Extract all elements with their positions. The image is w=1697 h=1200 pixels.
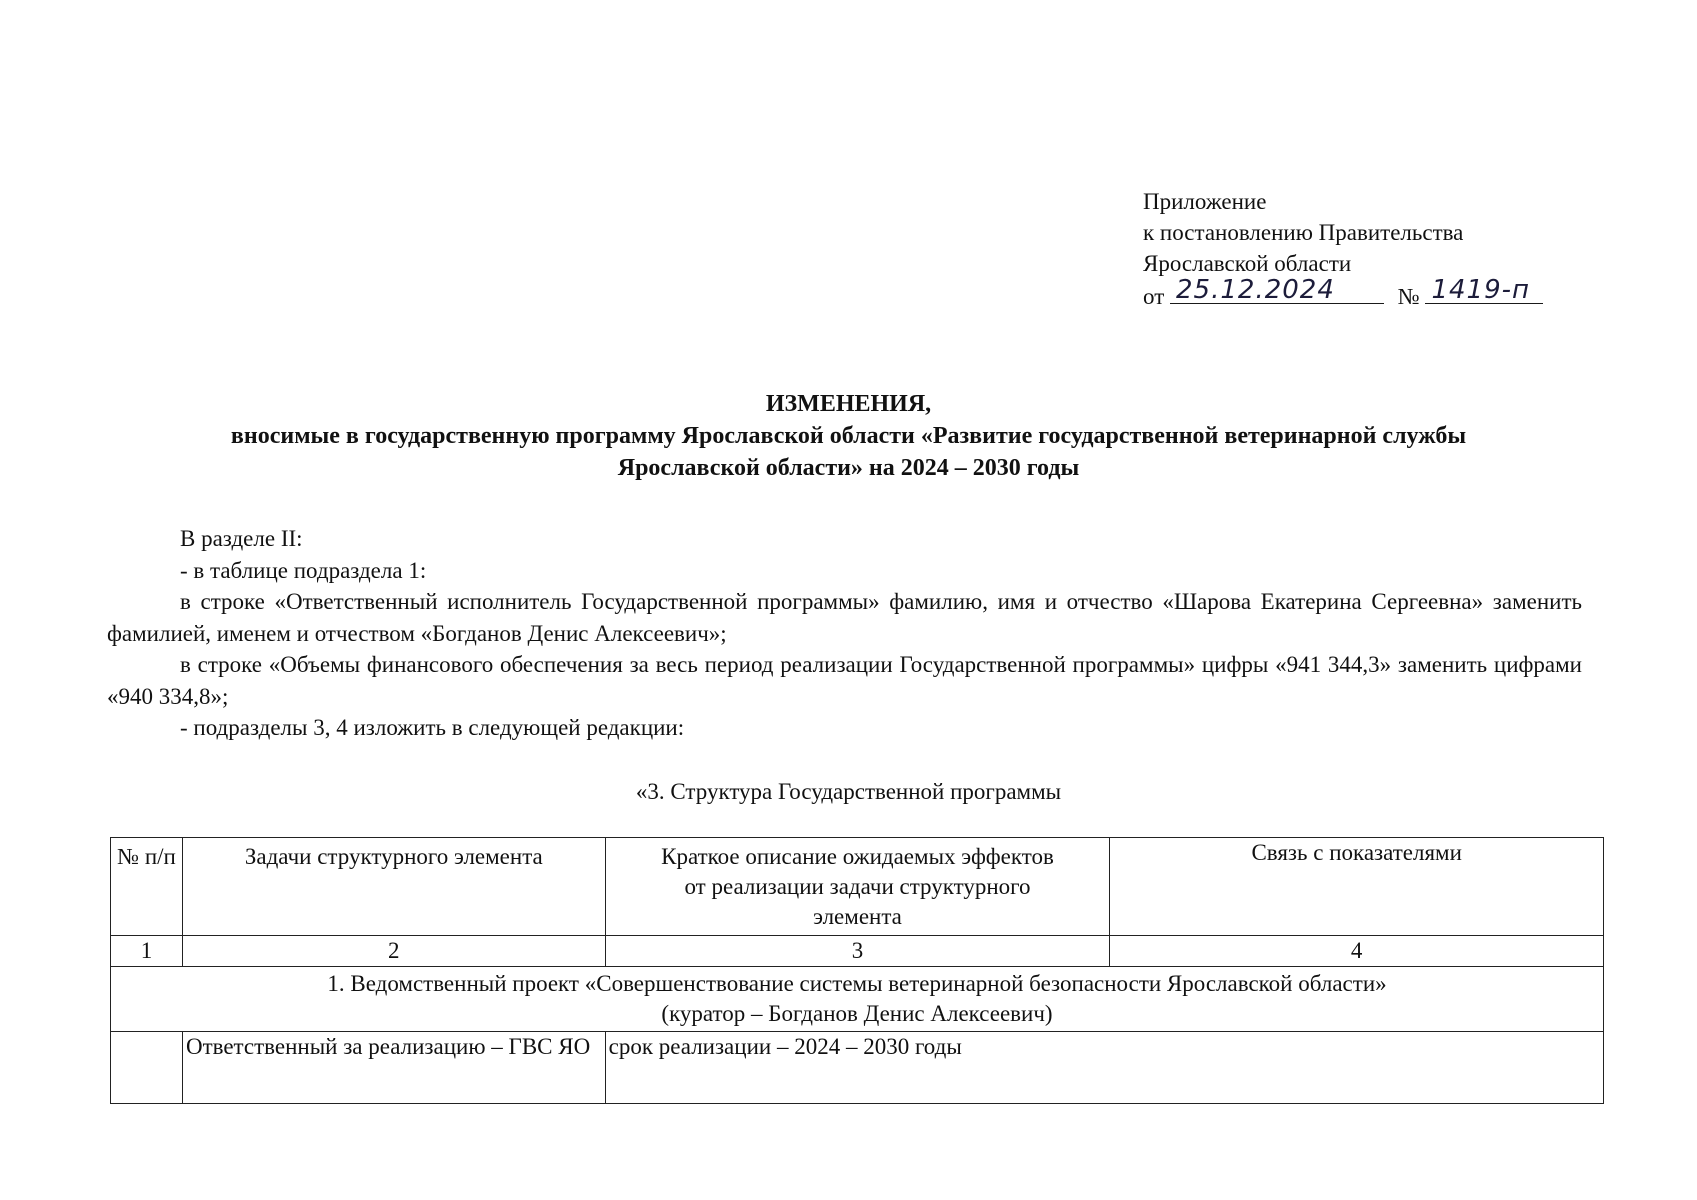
table-header-row — [111, 838, 1604, 936]
project-curator: (куратор – Богданов Денис Алексеевич) — [661, 1001, 1053, 1026]
header-tasks: Задачи структурного элемента — [182, 838, 605, 936]
table-row — [111, 1032, 1604, 1104]
document-subtitle-line-1: вносимые в государственную программу Ярославской области «Развитие государственной ветеринарной службы — [230, 423, 1467, 449]
paragraph-responsible: в строке «Ответственный исполнитель Государственной программы» фамилию, имя и отчество «Шарова Екатерина Сергеевна» заменить фамилией, именем и отчеством «Богданов Денис Алексеевич»; — [107, 589, 1582, 646]
paragraph-finance: в строке «Объемы финансового обеспечения за весь период реализации Государственной программы» цифры «941 344,3» заменить цифрами «940 334,8»; — [107, 652, 1582, 709]
col-number-2: 2 — [182, 936, 605, 967]
row-period-cell: срок реализации – 2024 – 2030 годы — [605, 1032, 1603, 1104]
appendix-date-row — [1143, 275, 1543, 312]
col-number-3: 3 — [605, 936, 1110, 967]
appendix-line-1: Приложение — [1143, 189, 1267, 214]
paragraph-subsections: - подразделы 3, 4 изложить в следующей редакции: — [180, 715, 685, 740]
document-title: ИЗМЕНЕНИЯ, — [765, 391, 932, 417]
appendix-line-3: Ярославской области — [1143, 251, 1352, 276]
date-field — [1170, 275, 1384, 305]
project-title: 1. Ведомственный проект «Совершенствование системы ветеринарной безопасности Ярославской области» — [327, 971, 1387, 996]
section-title: «3. Структура Государственной программы — [635, 779, 1062, 804]
body-text — [107, 523, 1582, 744]
row-number-cell — [111, 1032, 183, 1104]
appendix-block — [1143, 186, 1543, 312]
table-number-row — [111, 936, 1604, 967]
number-prefix: № — [1397, 284, 1420, 309]
structure-table — [110, 837, 1604, 1104]
header-effects: Краткое описание ожидаемых эффектов от реализации задачи структурного элемента — [605, 838, 1110, 936]
handwritten-date: 25.12.2024 — [1176, 275, 1335, 305]
table-project-row — [111, 967, 1604, 1032]
header-number: № п/п — [111, 838, 183, 936]
date-prefix: от — [1143, 284, 1165, 309]
appendix-line-2: к постановлению Правительства — [1143, 220, 1464, 245]
header-indicators: Связь с показателями — [1110, 838, 1604, 936]
paragraph-section: В разделе II: — [180, 526, 303, 551]
project-title-cell — [111, 967, 1604, 1032]
row-responsible-cell: Ответственный за реализацию – ГВС ЯО — [182, 1032, 605, 1104]
number-field — [1425, 275, 1543, 305]
document-subtitle-line-2: Ярославской области» на 2024 – 2030 годы — [617, 455, 1080, 481]
paragraph-table-ref: - в таблице подраздела 1: — [180, 557, 427, 583]
handwritten-number: 1419-п — [1431, 275, 1531, 305]
col-number-1: 1 — [111, 936, 183, 967]
col-number-4: 4 — [1110, 936, 1604, 967]
